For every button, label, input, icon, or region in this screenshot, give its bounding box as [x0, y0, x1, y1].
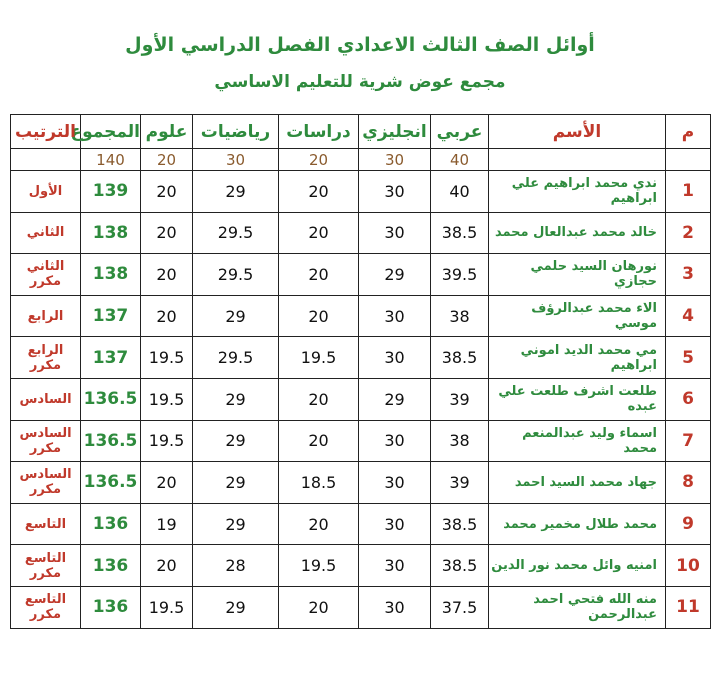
cell-science: 19.5	[141, 420, 193, 462]
max-num	[666, 149, 711, 171]
cell-rank: الرابع	[11, 295, 81, 337]
table-row	[11, 586, 711, 628]
cell-studies: 20	[279, 586, 359, 628]
cell-math: 29	[193, 586, 279, 628]
cell-rank: السادس مكرر	[11, 462, 81, 504]
cell-english: 30	[359, 503, 431, 545]
cell-studies: 18.5	[279, 462, 359, 504]
cell-arabic: 40	[431, 171, 489, 213]
max-science: 20	[141, 149, 193, 171]
cell-num: 11	[666, 586, 711, 628]
cell-english: 30	[359, 171, 431, 213]
cell-total: 139	[81, 171, 141, 213]
cell-math: 29	[193, 171, 279, 213]
cell-total: 136	[81, 586, 141, 628]
cell-num: 5	[666, 337, 711, 379]
header-row	[11, 115, 711, 149]
cell-arabic: 38	[431, 420, 489, 462]
cell-arabic: 38.5	[431, 337, 489, 379]
cell-english: 30	[359, 462, 431, 504]
cell-math: 29	[193, 462, 279, 504]
table-row	[11, 337, 711, 379]
table-row	[11, 503, 711, 545]
cell-science: 19.5	[141, 586, 193, 628]
cell-studies: 20	[279, 420, 359, 462]
table-row	[11, 212, 711, 254]
cell-english: 30	[359, 295, 431, 337]
cell-name: ندي محمد ابراهيم علي ابراهيم	[489, 171, 666, 213]
cell-rank: الثاني	[11, 212, 81, 254]
header-english: انجليزي	[359, 115, 431, 149]
max-name	[489, 149, 666, 171]
max-studies: 20	[279, 149, 359, 171]
cell-arabic: 39	[431, 378, 489, 420]
max-english: 30	[359, 149, 431, 171]
cell-num: 10	[666, 545, 711, 587]
cell-total: 136.5	[81, 420, 141, 462]
table-row	[11, 295, 711, 337]
max-math: 30	[193, 149, 279, 171]
cell-rank: السادس مكرر	[11, 420, 81, 462]
cell-rank: التاسع مكرر	[11, 586, 81, 628]
cell-studies: 20	[279, 295, 359, 337]
cell-name: محمد طلال مخمير محمد	[489, 503, 666, 545]
cell-english: 30	[359, 420, 431, 462]
cell-total: 137	[81, 337, 141, 379]
cell-total: 136.5	[81, 378, 141, 420]
cell-total: 138	[81, 254, 141, 296]
cell-english: 30	[359, 545, 431, 587]
cell-arabic: 37.5	[431, 586, 489, 628]
cell-math: 29	[193, 378, 279, 420]
cell-studies: 20	[279, 503, 359, 545]
cell-num: 9	[666, 503, 711, 545]
cell-name: خالد محمد عبدالعال محمد	[489, 212, 666, 254]
cell-english: 29	[359, 378, 431, 420]
page-title: أوائل الصف الثالث الاعدادي الفصل الدراسي الأول	[125, 34, 595, 56]
cell-english: 30	[359, 212, 431, 254]
cell-arabic: 38.5	[431, 503, 489, 545]
cell-arabic: 38.5	[431, 545, 489, 587]
cell-name: منه الله فتحي احمد عبدالرحمن	[489, 586, 666, 628]
cell-studies: 20	[279, 212, 359, 254]
cell-math: 29.5	[193, 212, 279, 254]
cell-english: 30	[359, 337, 431, 379]
table-row	[11, 378, 711, 420]
cell-studies: 20	[279, 378, 359, 420]
cell-arabic: 38.5	[431, 212, 489, 254]
cell-arabic: 38	[431, 295, 489, 337]
cell-total: 136	[81, 545, 141, 587]
cell-name: اسماء وليد عبدالمنعم محمد	[489, 420, 666, 462]
cell-science: 19.5	[141, 337, 193, 379]
cell-total: 136	[81, 503, 141, 545]
cell-total: 138	[81, 212, 141, 254]
cell-science: 20	[141, 254, 193, 296]
table-row	[11, 254, 711, 296]
header-num: م	[666, 115, 711, 149]
max-arabic: 40	[431, 149, 489, 171]
cell-num: 6	[666, 378, 711, 420]
cell-studies: 20	[279, 254, 359, 296]
cell-num: 8	[666, 462, 711, 504]
cell-num: 1	[666, 171, 711, 213]
max-rank	[11, 149, 81, 171]
results-table	[10, 114, 711, 629]
header-rank: الترتيب	[11, 115, 81, 149]
cell-studies: 20	[279, 171, 359, 213]
table-row	[11, 462, 711, 504]
cell-name: امنيه وائل محمد نور الدين	[489, 545, 666, 587]
cell-english: 30	[359, 586, 431, 628]
cell-total: 136.5	[81, 462, 141, 504]
cell-num: 7	[666, 420, 711, 462]
header-name: الأسم	[489, 115, 666, 149]
cell-rank: السادس	[11, 378, 81, 420]
cell-arabic: 39.5	[431, 254, 489, 296]
cell-studies: 19.5	[279, 337, 359, 379]
page-subtitle: مجمع عوض شرية للتعليم الاساسي	[214, 72, 506, 92]
cell-english: 29	[359, 254, 431, 296]
header-total: المجموع	[81, 115, 141, 149]
cell-science: 20	[141, 171, 193, 213]
cell-science: 19	[141, 503, 193, 545]
cell-num: 4	[666, 295, 711, 337]
cell-science: 20	[141, 545, 193, 587]
cell-rank: الثاني مكرر	[11, 254, 81, 296]
cell-num: 2	[666, 212, 711, 254]
cell-total: 137	[81, 295, 141, 337]
cell-rank: التاسع	[11, 503, 81, 545]
cell-studies: 19.5	[279, 545, 359, 587]
cell-math: 29	[193, 420, 279, 462]
cell-science: 20	[141, 462, 193, 504]
cell-math: 29	[193, 503, 279, 545]
cell-rank: التاسع مكرر	[11, 545, 81, 587]
cell-math: 28	[193, 545, 279, 587]
cell-math: 29.5	[193, 337, 279, 379]
max-total: 140	[81, 149, 141, 171]
header-arabic: عربي	[431, 115, 489, 149]
table-row	[11, 171, 711, 213]
header-studies: دراسات	[279, 115, 359, 149]
cell-science: 20	[141, 295, 193, 337]
cell-math: 29.5	[193, 254, 279, 296]
cell-arabic: 39	[431, 462, 489, 504]
cell-name: مي محمد الديد اموني ابراهيم	[489, 337, 666, 379]
header-science: علوم	[141, 115, 193, 149]
cell-num: 3	[666, 254, 711, 296]
cell-rank: الرابع مكرر	[11, 337, 81, 379]
cell-science: 20	[141, 212, 193, 254]
cell-math: 29	[193, 295, 279, 337]
cell-rank: الأول	[11, 171, 81, 213]
cell-name: نورهان السيد حلمي حجازي	[489, 254, 666, 296]
cell-name: الاء محمد عبدالرؤف موسي	[489, 295, 666, 337]
header-math: رياضيات	[193, 115, 279, 149]
cell-name: طلعت اشرف طلعت علي عبده	[489, 378, 666, 420]
max-score-row	[11, 149, 711, 171]
table-row	[11, 420, 711, 462]
table-row	[11, 545, 711, 587]
cell-science: 19.5	[141, 378, 193, 420]
cell-name: جهاد محمد السيد احمد	[489, 462, 666, 504]
